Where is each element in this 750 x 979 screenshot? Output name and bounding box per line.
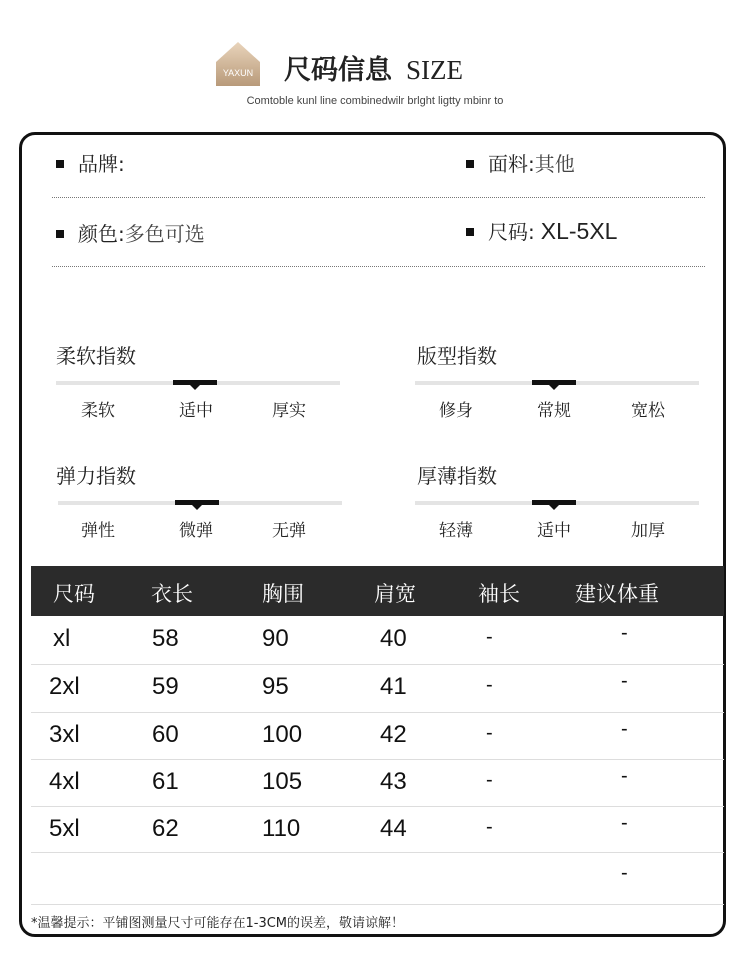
color-value: 多色可选	[124, 222, 205, 246]
table-row	[31, 664, 724, 713]
fit-index-title: 版型指数	[417, 344, 497, 368]
softness-scale	[56, 381, 340, 385]
fit-label: 常规	[537, 401, 571, 421]
divider	[52, 197, 705, 198]
measurement-note: *温馨提示：平铺图测量尺寸可能存在1-3CM的误差，敬请谅解！	[31, 916, 405, 931]
table-cell: -	[486, 722, 493, 744]
table-cell: 62	[152, 815, 179, 842]
table-cell: -	[486, 816, 493, 838]
column-header-chest: 胸围	[262, 582, 304, 606]
bullet-icon	[466, 228, 474, 236]
thickness-indicator	[532, 500, 576, 505]
table-cell: 44	[380, 815, 407, 842]
fit-label: 修身	[439, 401, 473, 421]
table-cell: -	[621, 765, 628, 787]
table-cell: 61	[152, 768, 179, 795]
softness-index-title: 柔软指数	[56, 344, 136, 368]
table-cell: xl	[53, 625, 71, 652]
house-logo-icon	[214, 40, 262, 88]
softness-label: 柔软	[81, 401, 115, 421]
size-label: 尺码:	[488, 220, 535, 244]
table-cell: -	[621, 670, 628, 692]
elasticity-label: 微弹	[179, 521, 213, 541]
elasticity-label: 无弹	[272, 521, 306, 541]
column-header-size: 尺码	[53, 582, 95, 606]
fit-indicator	[532, 380, 576, 385]
fit-scale	[415, 381, 699, 385]
softness-indicator	[173, 380, 217, 385]
table-cell: -	[486, 769, 493, 791]
table-cell: -	[621, 622, 628, 644]
column-header-shoulder: 肩宽	[374, 582, 416, 606]
brand-label: 品牌:	[78, 152, 125, 176]
title-en: SIZE	[406, 55, 463, 85]
color-label: 颜色:	[78, 222, 125, 246]
bullet-icon	[56, 230, 64, 238]
elasticity-indicator	[175, 500, 219, 505]
subtitle: Comtoble kunl line combinedwilr brlght ligtty mbinr to	[246, 95, 504, 107]
table-cell: 59	[152, 673, 179, 700]
elasticity-scale	[58, 501, 342, 505]
table-row	[31, 852, 724, 905]
softness-label: 厚实	[272, 401, 306, 421]
table-cell: 58	[152, 625, 179, 652]
table-cell: 110	[262, 815, 301, 842]
column-header-length: 衣长	[151, 582, 193, 606]
thickness-label: 轻薄	[439, 521, 473, 541]
brand-attr	[56, 148, 125, 177]
divider	[52, 266, 705, 267]
fabric-attr	[466, 148, 575, 177]
thickness-scale	[415, 501, 699, 505]
table-cell: -	[621, 812, 628, 834]
table-cell: 95	[262, 673, 289, 700]
table-cell: 5xl	[49, 815, 80, 842]
table-row	[31, 616, 724, 665]
table-cell: 42	[380, 721, 407, 748]
table-cell: 90	[262, 625, 289, 652]
table-cell: 41	[380, 673, 407, 700]
table-row	[31, 759, 724, 807]
thickness-label: 适中	[537, 521, 571, 541]
table-cell: 4xl	[49, 768, 80, 795]
table-cell: 60	[152, 721, 179, 748]
size-table-header	[31, 566, 724, 616]
table-row	[31, 712, 724, 760]
fabric-label: 面料:	[488, 152, 535, 176]
softness-label: 适中	[179, 401, 213, 421]
bullet-icon	[56, 160, 64, 168]
table-cell: 2xl	[49, 673, 80, 700]
table-cell: 3xl	[49, 721, 80, 748]
table-cell: 100	[262, 721, 303, 748]
thickness-label: 加厚	[631, 521, 665, 541]
elasticity-index-title: 弹力指数	[56, 464, 136, 488]
fit-label: 宽松	[631, 401, 665, 421]
table-cell: -	[486, 674, 493, 696]
table-cell: -	[621, 718, 628, 740]
table-cell: -	[621, 862, 628, 884]
column-header-sleeve: 袖长	[478, 582, 520, 606]
bullet-icon	[466, 160, 474, 168]
table-cell: 105	[262, 768, 303, 795]
table-cell: -	[486, 626, 493, 648]
size-attr	[466, 216, 617, 245]
brand-logo	[214, 40, 262, 88]
table-row	[31, 806, 724, 853]
page-title	[284, 48, 463, 87]
size-value: XL-5XL	[540, 218, 618, 244]
table-cell: 40	[380, 625, 407, 652]
title-cn: 尺码信息	[284, 55, 392, 86]
column-header-weight: 建议体重	[575, 582, 659, 606]
logo-text: YAXUN	[222, 68, 254, 78]
color-attr	[56, 218, 205, 247]
table-cell: 43	[380, 768, 407, 795]
elasticity-label: 弹性	[81, 521, 115, 541]
thickness-index-title: 厚薄指数	[417, 464, 497, 488]
fabric-value: 其他	[534, 152, 575, 176]
